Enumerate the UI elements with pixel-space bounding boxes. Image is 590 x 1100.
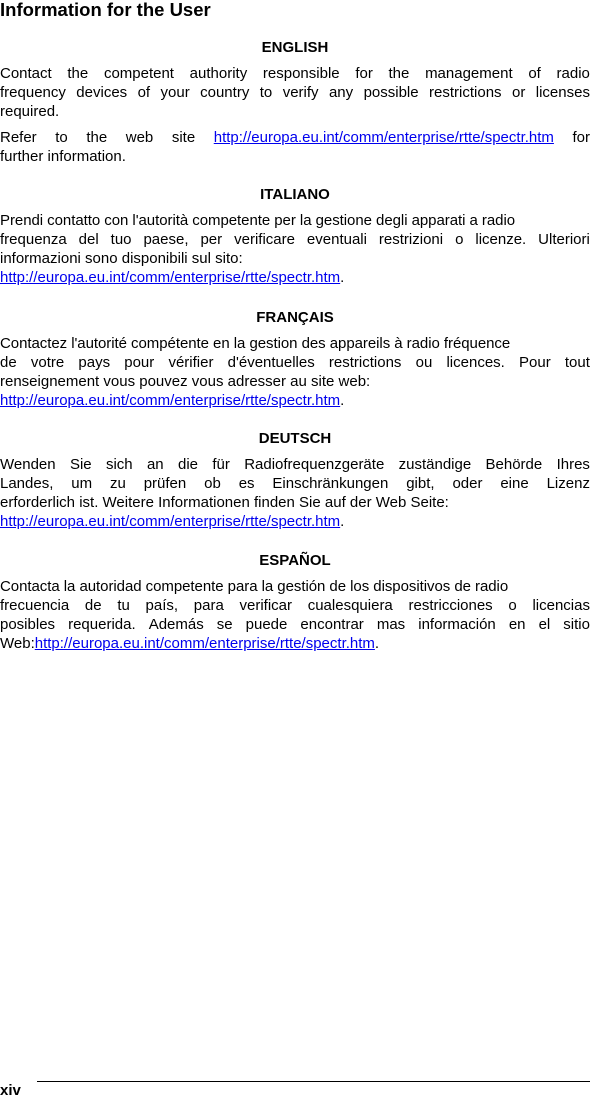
text-word: the bbox=[388, 65, 410, 82]
text-line: renseignement vous pouvez vous adresser au site web: bbox=[0, 373, 371, 390]
text-word: licenze. bbox=[475, 231, 527, 248]
page-number: xiv bbox=[0, 1082, 21, 1099]
text-word: puede bbox=[245, 616, 288, 633]
text-line: Contacta la autoridad competente para la gestión de los dispositivos de radio bbox=[0, 578, 509, 595]
text-word: prüfen bbox=[143, 475, 187, 492]
text-word: the bbox=[67, 65, 89, 82]
text-word: ob bbox=[204, 475, 221, 492]
justified-line bbox=[0, 64, 590, 83]
text-word: gibt, bbox=[406, 475, 435, 492]
text-word: restrictions bbox=[328, 354, 402, 371]
text-word: Radiofrequenzgeräte bbox=[244, 456, 385, 473]
text-word: restricciones bbox=[408, 597, 493, 614]
text-word: responsible bbox=[262, 65, 340, 82]
spectr-link[interactable]: http://europa.eu.int/comm/enterprise/rtte/spectr.htm bbox=[34, 635, 375, 652]
text-word: restrizioni bbox=[378, 231, 444, 248]
english-paragraph-1 bbox=[0, 64, 590, 121]
text-word: se bbox=[216, 616, 233, 633]
link-line bbox=[0, 268, 590, 287]
francais-paragraph bbox=[0, 334, 590, 410]
justified-line bbox=[0, 353, 590, 372]
heading-english: ENGLISH bbox=[261, 39, 329, 56]
link-line bbox=[0, 634, 590, 653]
justified-line bbox=[0, 230, 590, 249]
text-word: vérifier bbox=[168, 354, 214, 371]
italiano-paragraph bbox=[0, 211, 590, 287]
text-word: paese, bbox=[143, 231, 189, 248]
text-line: erforderlich ist. Weitere Informationen finden Sie auf der Web Seite: bbox=[0, 494, 449, 511]
text-word: Además bbox=[148, 616, 204, 633]
text-word: Sie bbox=[69, 456, 92, 473]
text-word: an bbox=[146, 456, 164, 473]
text-word: frequenza bbox=[0, 231, 67, 248]
espanol-paragraph bbox=[0, 577, 590, 653]
text-word: licences. bbox=[446, 354, 505, 371]
text-word: oder bbox=[452, 475, 483, 492]
text-word: ou bbox=[415, 354, 433, 371]
text-word: frequency bbox=[0, 84, 66, 101]
text-word: tuo bbox=[110, 231, 132, 248]
text-word: zu bbox=[109, 475, 126, 492]
text-word: eventuali bbox=[306, 231, 367, 248]
text-word: licencias bbox=[532, 597, 590, 614]
text-line: Prendi contatto con l'autorità competente per la gestione degli apparati a radio bbox=[0, 212, 516, 229]
text-word: encontrar bbox=[300, 616, 364, 633]
text-word: para bbox=[193, 597, 224, 614]
text-word: tout bbox=[564, 354, 590, 371]
text-word: en bbox=[508, 616, 526, 633]
text-word: Ulteriori bbox=[538, 231, 590, 248]
text-word: el bbox=[538, 616, 551, 633]
text-word: cualesquiera bbox=[307, 597, 393, 614]
text-word: to bbox=[55, 129, 68, 146]
text-word: site bbox=[171, 129, 196, 146]
text-word: management bbox=[425, 65, 513, 82]
spectr-link[interactable]: http://europa.eu.int/comm/enterprise/rtte/spectr.htm bbox=[213, 129, 554, 146]
justified-line bbox=[0, 455, 590, 474]
text-word: pour bbox=[124, 354, 155, 371]
text-line: Contactez l'autorité compétente en la gestion des appareils à radio fréquence bbox=[0, 335, 511, 352]
justified-line bbox=[0, 474, 590, 493]
text-word: verificar bbox=[239, 597, 293, 614]
text-word: Pour bbox=[519, 354, 551, 371]
text-word: Refer bbox=[0, 129, 37, 146]
text-word: of bbox=[137, 84, 151, 101]
justified-line-with-link bbox=[0, 128, 590, 147]
text-word: restrictions bbox=[429, 84, 502, 101]
text-word: posibles bbox=[0, 616, 56, 633]
text-word: of bbox=[528, 65, 541, 82]
text-word: requerida. bbox=[68, 616, 136, 633]
text-word: Behörde bbox=[485, 456, 543, 473]
text-word: authority bbox=[189, 65, 248, 82]
text-word: información bbox=[418, 616, 496, 633]
text-word: sitio bbox=[563, 616, 590, 633]
text-word: verificare bbox=[234, 231, 295, 248]
text-word: eine bbox=[500, 475, 529, 492]
text-word: Ihres bbox=[556, 456, 590, 473]
text-word: um bbox=[71, 475, 93, 492]
text-line: informazioni sono disponibili sul sito: bbox=[0, 250, 243, 267]
text-word: pays bbox=[78, 354, 111, 371]
text-word: or bbox=[511, 84, 526, 101]
text-word: de bbox=[0, 354, 17, 371]
text-word: sich bbox=[105, 456, 133, 473]
justified-line bbox=[0, 596, 590, 615]
footer-divider bbox=[37, 1081, 590, 1082]
text-word: Lizenz bbox=[546, 475, 590, 492]
deutsch-paragraph bbox=[0, 455, 590, 531]
text-word: zuständige bbox=[398, 456, 472, 473]
text-line: further information. bbox=[0, 148, 126, 165]
spectr-link[interactable]: http://europa.eu.int/comm/enterprise/rtte/spectr.htm bbox=[0, 392, 341, 409]
english-paragraph-2 bbox=[0, 128, 590, 166]
text-word: Einschränkungen bbox=[272, 475, 389, 492]
text-word: your bbox=[160, 84, 190, 101]
text-word: licenses bbox=[535, 84, 590, 101]
text-word: de bbox=[84, 597, 102, 614]
text-word: Contact bbox=[0, 65, 52, 82]
period: . bbox=[340, 392, 345, 409]
link-line bbox=[0, 391, 590, 410]
text-word: tu bbox=[117, 597, 130, 614]
justified-line bbox=[0, 615, 590, 634]
spectr-link[interactable]: http://europa.eu.int/comm/enterprise/rtte/spectr.htm bbox=[0, 513, 341, 530]
period: . bbox=[340, 513, 345, 530]
text-word: Landes, bbox=[0, 475, 54, 492]
link-line bbox=[0, 512, 590, 531]
text-word: verify bbox=[282, 84, 319, 101]
text-word: any bbox=[328, 84, 354, 101]
text-word: radio bbox=[556, 65, 590, 82]
text-word: o bbox=[508, 597, 517, 614]
heading-deutsch: DEUTSCH bbox=[258, 430, 332, 447]
text-word: d'éventuelles bbox=[227, 354, 315, 371]
text-word: frecuencia bbox=[0, 597, 70, 614]
text-word: Wenden bbox=[0, 456, 56, 473]
web-prefix: Web: bbox=[0, 635, 35, 652]
text-word: o bbox=[455, 231, 464, 248]
text-word: for bbox=[355, 65, 373, 82]
text-word: devices bbox=[76, 84, 128, 101]
justified-line bbox=[0, 83, 590, 102]
text-word: es bbox=[238, 475, 255, 492]
text-word: for bbox=[572, 129, 590, 146]
text-word: the bbox=[86, 129, 108, 146]
text-word: country bbox=[200, 84, 250, 101]
heading-espanol: ESPAÑOL bbox=[259, 552, 331, 569]
period: . bbox=[340, 269, 345, 286]
spectr-link[interactable]: http://europa.eu.int/comm/enterprise/rtte/spectr.htm bbox=[0, 269, 341, 286]
text-word: to bbox=[259, 84, 273, 101]
text-line: required. bbox=[0, 103, 60, 120]
text-word: die bbox=[177, 456, 199, 473]
page-title: Information for the User bbox=[0, 0, 211, 20]
text-word: país, bbox=[145, 597, 179, 614]
text-word: del bbox=[78, 231, 99, 248]
text-word: votre bbox=[30, 354, 65, 371]
text-word: für bbox=[212, 456, 230, 473]
text-word: possible bbox=[363, 84, 419, 101]
text-word: competent bbox=[103, 65, 174, 82]
text-word: per bbox=[200, 231, 223, 248]
text-word: web bbox=[125, 129, 154, 146]
text-word: mas bbox=[376, 616, 406, 633]
heading-italiano: ITALIANO bbox=[260, 186, 330, 203]
period: . bbox=[374, 635, 380, 652]
heading-francais: FRANÇAIS bbox=[256, 309, 334, 326]
